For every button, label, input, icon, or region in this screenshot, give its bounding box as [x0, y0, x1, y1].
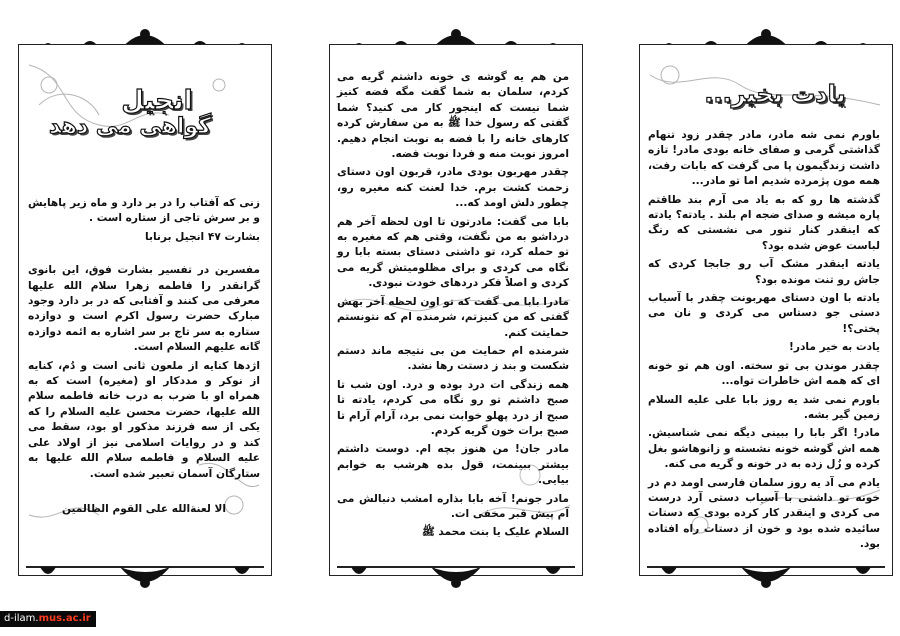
- panel3-body: [648, 128, 880, 556]
- panel2-paragraph: بابا می گفت: مادرتون تا اون لحظه آخر هم درداشو به من نگفت، وقتی هم که مغیره به تو حمله کرد، تو داشتی دستای بسته بابا رو نگاه می کردی و برای مظلومیتش گریه می کردی و اصلاً فکر دردهای خودت نبودی.: [337, 215, 569, 290]
- bottom-ornament-3: [639, 559, 893, 593]
- panel3-paragraph: باورم نمی شه مادر، مادر چقدر زود تنهام گذاشتی گرمی و صفای خانه بودی مادر! تازه داشت زندگیمون پا می گرفت که بابات رفت، همه مون پژمرده شدیم اما تو مادر...: [648, 129, 880, 188]
- panel3-paragraph: مادر! اگر بابا را ببینی دیگه نمی شناسیش. همه اش گوشه خونه نشسته و زانوهاشو بغل کرده و زُل زده به در خونه و گریه می کنه.: [648, 427, 880, 471]
- site-prefix: d-ilam.: [4, 613, 39, 624]
- panel3-paragraph: گذشته ها رو که به یاد می آرم بند طاقتم پاره میشه و صدای ضجه ام بلند . یادته؟ یادته که اینقدر کنار تنور می نشستی که رنگ لباست عوض شده بود؟: [648, 193, 880, 252]
- panel2-paragraph: چقدر مهربون بودی مادر، قربون اون دستای زحمت کشت برم. خدا لعنت کنه مغیره رو، چطور دلش اومد که...: [337, 166, 569, 210]
- panel3-paragraph: یادم می آد یه روز سلمان فارسی اومد دم در خونه تو داشتی با آسیاب دستی آرد درست می کردی و اینقدر کار کرده بودی که دستات سائیده شده بود و خون از دستات راه افتاده بود.: [648, 476, 880, 551]
- bottom-ornament-1: [18, 559, 272, 593]
- panel2-paragraph: مادر جونم! آخه بابا بذاره امشب دنبالش می آم پیش قبر مخفی ات.: [337, 492, 569, 520]
- panel3-paragraph: چقدر موندن بی تو سخته. اون هم تو خونه ای که همه اش خاطرات تواه...: [648, 359, 880, 388]
- panel2-paragraph: شرمنده ام حمایت من بی نتیجه ماند دستم شکست و بند ز دستت رها نشد.: [337, 344, 569, 373]
- bottom-ornament-2: [329, 559, 583, 593]
- panel3-title: یادت بخیر...: [704, 80, 846, 108]
- panel1-title-line1: انجیل: [121, 86, 193, 116]
- panel2-paragraph: مادرا بابا می گفت که تو اون لحظه آخر بهش گفتی که من کنیزتم، شرمنده ام که نتونستم حمایتت کنم.: [337, 295, 569, 339]
- panel2-closing: السلام علیک یا بنت محمد ﷺ: [421, 526, 569, 539]
- panel1-citation: بشارت ۴۷ انجیل برنابا: [145, 230, 260, 243]
- panel1-paragraph: زنی که آفتاب را در بر دارد و ماه زیر پاهایش و بر سرش تاجی از ستاره است .: [28, 197, 260, 225]
- site-domain: mus.ac.ir: [38, 613, 91, 624]
- panel1-paragraph: اژدها کنایه از ملعون ثانی است و دُم، کنایه از نوکر و مددکار او (مغیره) است که به همراه او با ضرب به درب خانه فاطمه سلام الله علیها، حضرت محسن علیه السلام را که یکی از سه فرزند مذکور او بود، سقط می کند و در روایات اسلامی نیز از اولاد علی علیه السلام و فاطمه سلام الله علیها به ستارگان آسمان تعبیر شده است.: [28, 359, 260, 480]
- panel3-paragraph: یادت به خیر مادر!: [789, 341, 880, 354]
- panel2-body: [337, 70, 569, 544]
- site-watermark: [0, 611, 96, 627]
- panel3-paragraph: یادته اینقدر مشک آب رو جابجا کردی که جاش رو تنت مونده بود؟: [648, 258, 880, 286]
- panel2-paragraph: من هم یه گوشه ی خونه داشتم گریه می کردم، سلمان به شما گفت مگه فضه کنیز شما نیست که اینجور کار می کنید؟ شما گفتی که رسول خدا ﷺ به من سفارش کرده کارهای خانه را با فضه به نوبت انجام دهیم. امروز نوبت منه و فردا نوبت فضه.: [337, 71, 569, 161]
- panel3-paragraph: باورم نمی شد یه روز بابا علی علیه السلام زمین گیر بشه.: [648, 393, 880, 421]
- panel1-closing: الا لعنةالله علی القوم الظالمین: [61, 502, 227, 515]
- panel3-paragraph: یادته با اون دستای مهربونت چقدر با آسیاب دستی جو دستاس می کردی و نان می پختی؟!: [648, 292, 880, 335]
- panel1-body: [28, 196, 260, 520]
- panel2-paragraph: مادر جان! من هنوز بچه ام. دوست داشتم بیشتر ببینمت، قول بده هرشب به خوابم بیایی.: [337, 443, 569, 487]
- panel2-paragraph: همه زندگی ات درد بوده و درد. اون شب تا صبح داشتم تو رو نگاه می کردم، یادته تا صبح از درد پهلو خوابت نمی برد، آرام آرام تا صبح برات خون گریه کردم.: [337, 378, 569, 437]
- panel1-paragraph: مفسرین در تفسیر بشارت فوق، این بانوی گرانقدر را فاطمه زهرا سلام الله علیها معرفی می کنند و آفتابی که در بر دارد وجود مبارک حضرت رسول اکرم است و دوازده ستاره به سر تاج بر سر اشاره به ائمه دوازده گانه علیهم السلام است.: [28, 264, 260, 354]
- panel1-title-line2: گواهی می دهد: [48, 114, 212, 139]
